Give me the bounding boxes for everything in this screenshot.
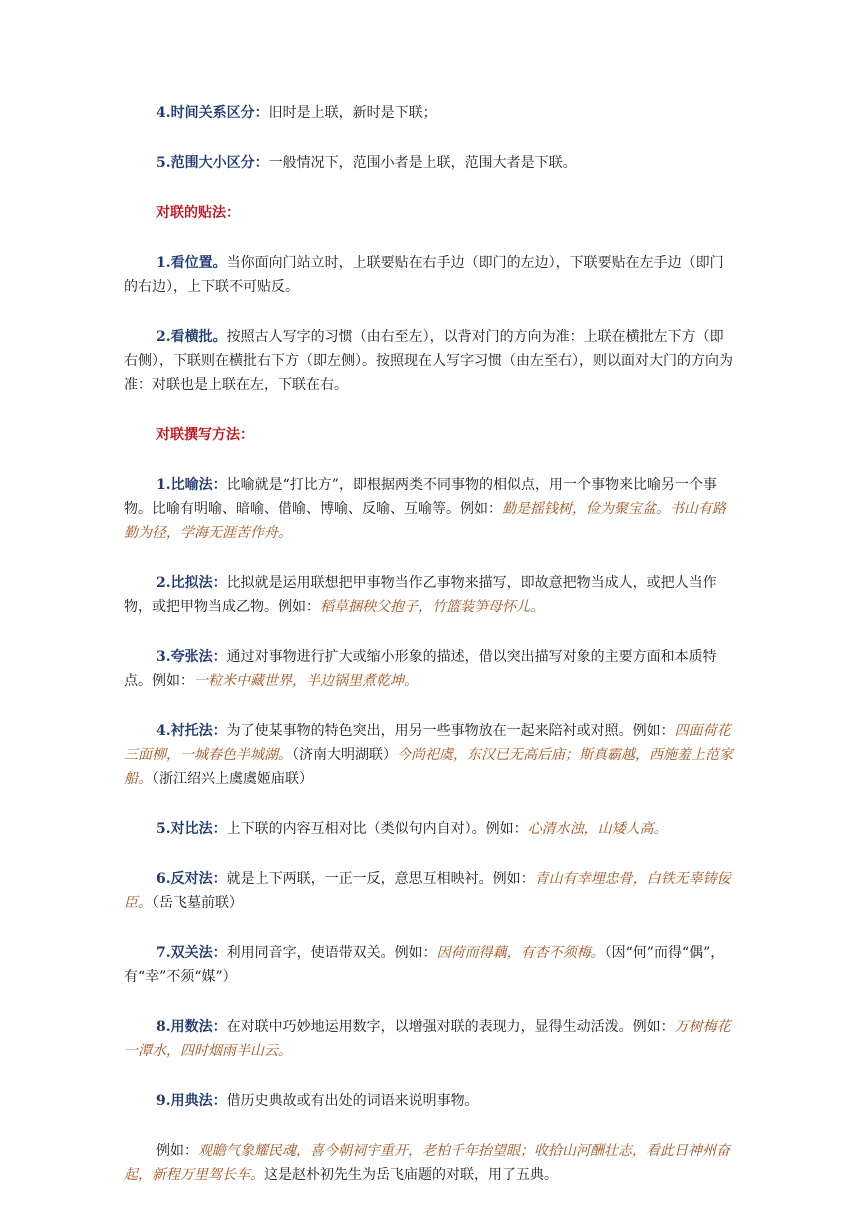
method-8-paragraph [124, 1015, 736, 1063]
rule-text: 旧时是上联，新时是下联； [268, 105, 437, 121]
method-note: （浙江绍兴上虞虞姬庙联） [152, 771, 313, 787]
section-heading-posting: 对联的贴法： [156, 205, 240, 221]
method-label: 9.用典法： [156, 1093, 227, 1109]
method-7-paragraph [124, 941, 736, 989]
method-example: 心清水浊，山矮人高。 [527, 821, 668, 837]
rule-label: 5.范围大小区分： [156, 155, 269, 171]
posting-1-paragraph [124, 251, 736, 299]
rule-4-paragraph [124, 101, 736, 125]
method-3-paragraph [124, 645, 736, 693]
posting-2-paragraph [124, 325, 736, 397]
method-label: 8.用数法： [156, 1019, 227, 1035]
method-note: （岳飞墓前联） [152, 895, 243, 911]
method-5-paragraph [124, 817, 736, 841]
method-4-paragraph [124, 719, 736, 791]
rule-text: 一般情况下，范围小者是上联，范围大者是下联。 [268, 155, 577, 171]
method-9-paragraph [124, 1089, 736, 1113]
method-example: 万树梅花一潭水，四时烟雨半山云。 [124, 1019, 731, 1059]
example-lead: 例如： [156, 1143, 198, 1159]
method-example: 勤是摇钱树，俭为聚宝盆。书山有路勤为径，学海无涯苦作舟。 [124, 501, 726, 541]
method-label: 2.比拟法： [156, 575, 227, 591]
method-text: 在对联中巧妙地运用数字，以增强对联的表现力，显得生动活泼。例如： [226, 1019, 675, 1035]
method-9-example-paragraph [124, 1139, 736, 1187]
rule-label: 2.看横批。 [156, 329, 227, 345]
method-text: 借历史典故或有出处的词语来说明事物。 [226, 1093, 479, 1109]
method-1-paragraph [124, 473, 736, 545]
document-body [124, 101, 736, 1187]
method-text: 为了使某事物的特色突出，用另一些事物放在一起来陪衬或对照。例如： [226, 723, 675, 739]
method-text: 比喻就是“打比方”，即根据两类不同事物的相似点，用一个事物来比喻另一个事物。比喻有明喻、暗喻、借喻、博喻、反喻、互喻等。例如： [124, 477, 717, 517]
method-text: 利用同音字，使语带双关。例如： [226, 945, 437, 961]
method-label: 5.对比法： [156, 821, 227, 837]
section-heading-writing: 对联撰写方法： [156, 427, 254, 443]
rule-text: 当你面向门站立时，上联要贴在右手边（即门的左边），下联要贴在左手边（即门的右边），上下联不可贴反。 [124, 255, 724, 295]
method-label: 1.比喻法： [156, 477, 227, 493]
method-note: （济南大明湖联） [292, 747, 397, 763]
method-text: 这是赵朴初先生为岳飞庙题的对联，用了五典。 [264, 1167, 558, 1183]
method-label: 3.夸张法： [156, 649, 227, 665]
method-label: 7.双关法： [156, 945, 227, 961]
method-example: 四面荷花三面柳，一城春色半城湖。 [124, 723, 731, 763]
method-text: 比拟就是运用联想把甲事物当作乙事物来描写，即故意把物当成人，或把人当作物，或把甲物当成乙物。例如： [124, 575, 717, 615]
method-note: （因“何”而得“偶”，有“幸”不须“媒”） [124, 945, 725, 985]
method-example: 观瞻气象耀民魂，喜今朝祠宇重开，老柏千年抬望眼；收拾山河酬壮志，看此日神州奋起，新程万里驾长车。 [124, 1143, 730, 1183]
method-label: 6.反对法： [156, 871, 227, 887]
method-text: 上下联的内容互相对比（类似句内自对）。例如： [226, 821, 528, 837]
rule-text: 按照古人写字的习惯（由右至左），以背对门的方向为准：上联在横批左下方（即右侧），下联则在横批右下方（即左侧）。按照现在人写字习惯（由左至右），则以面对大门的方向为准：对联也是上联在左，下联在右。 [124, 329, 733, 393]
method-example: 稻草捆秧父抱子，竹篮装笋母怀儿。 [320, 599, 544, 615]
method-example: 青山有幸埋忠骨，白铁无辜铸佞臣。 [124, 871, 731, 911]
method-6-paragraph [124, 867, 736, 915]
method-example: 今尚祀虞，东汉已无高后庙；斯真霸越，西施羞上范家船。 [124, 747, 733, 787]
method-text: 通过对事物进行扩大或缩小形象的描述，借以突出描写对象的主要方面和本质特点。例如： [124, 649, 717, 689]
method-text: 就是上下两联，一正一反，意思互相映衬。例如： [226, 871, 535, 887]
rule-label: 1.看位置。 [156, 255, 227, 271]
method-2-paragraph [124, 571, 736, 619]
method-label: 4.衬托法： [156, 723, 227, 739]
rule-label: 4.时间关系区分： [156, 105, 269, 121]
method-example: 一粒米中藏世界，半边锅里煮乾坤。 [194, 673, 418, 689]
rule-5-paragraph [124, 151, 736, 175]
method-example: 因荷而得藕，有杏不须梅。 [436, 945, 605, 961]
